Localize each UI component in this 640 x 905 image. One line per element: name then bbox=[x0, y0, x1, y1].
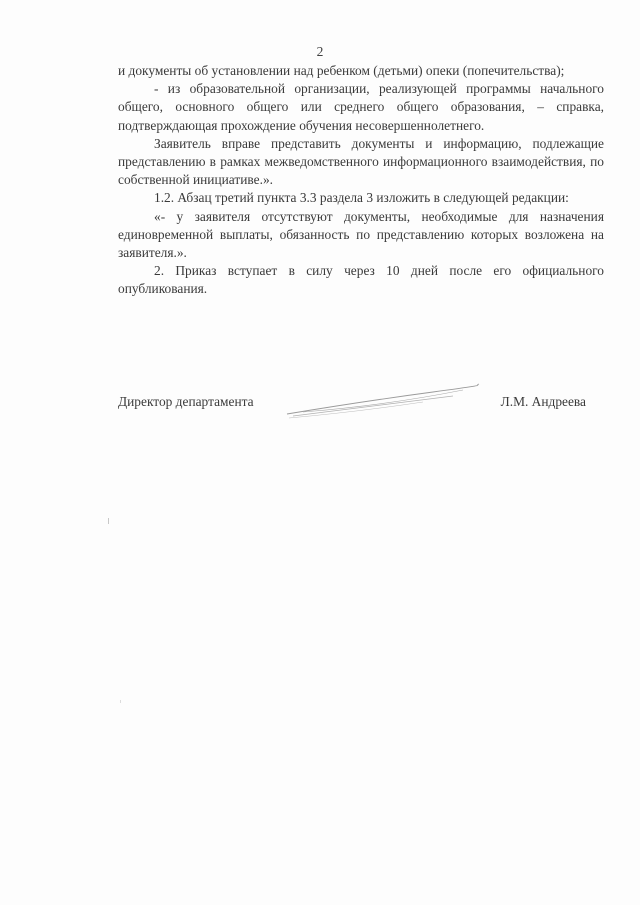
signatory-title: Директор департамента bbox=[118, 394, 254, 409]
signatory-name: Л.М. Андреева bbox=[500, 394, 586, 409]
paragraph-effective-date: 2. Приказ вступает в силу через 10 дней после его официального опубликования. bbox=[118, 263, 604, 297]
paragraph-amended-text: «- у заявителя отсутствуют документы, необходимые для назначения единовременной выплаты, обязанность по представлению которых возложена на заявителя.». bbox=[118, 208, 604, 261]
handwritten-signature bbox=[283, 378, 483, 426]
signature-block bbox=[118, 386, 604, 426]
paragraph-education-certificate: - из образовательной организации, реализующей программы начального общего, основного общего или среднего общего образования, – справка, подтверждающая прохождение обучения несовершеннолетнего. bbox=[118, 81, 604, 133]
paragraph-guardianship-documents: и документы об установлении над ребенком (детьми) опеки (попечительства); bbox=[118, 63, 565, 78]
document-body bbox=[118, 62, 604, 299]
scan-speck bbox=[120, 700, 121, 703]
paragraph-amendment-1-2: 1.2. Абзац третий пункта 3.3 раздела 3 изложить в следующей редакции: bbox=[154, 190, 569, 206]
paragraph-applicant-initiative: Заявитель вправе представить документы и информацию, подлежащие представлению в рамках межведомственного информационного взаимодействия, по собственной инициативе.». bbox=[118, 135, 604, 188]
scan-speck bbox=[108, 518, 109, 524]
page-number: 2 bbox=[316, 44, 324, 59]
